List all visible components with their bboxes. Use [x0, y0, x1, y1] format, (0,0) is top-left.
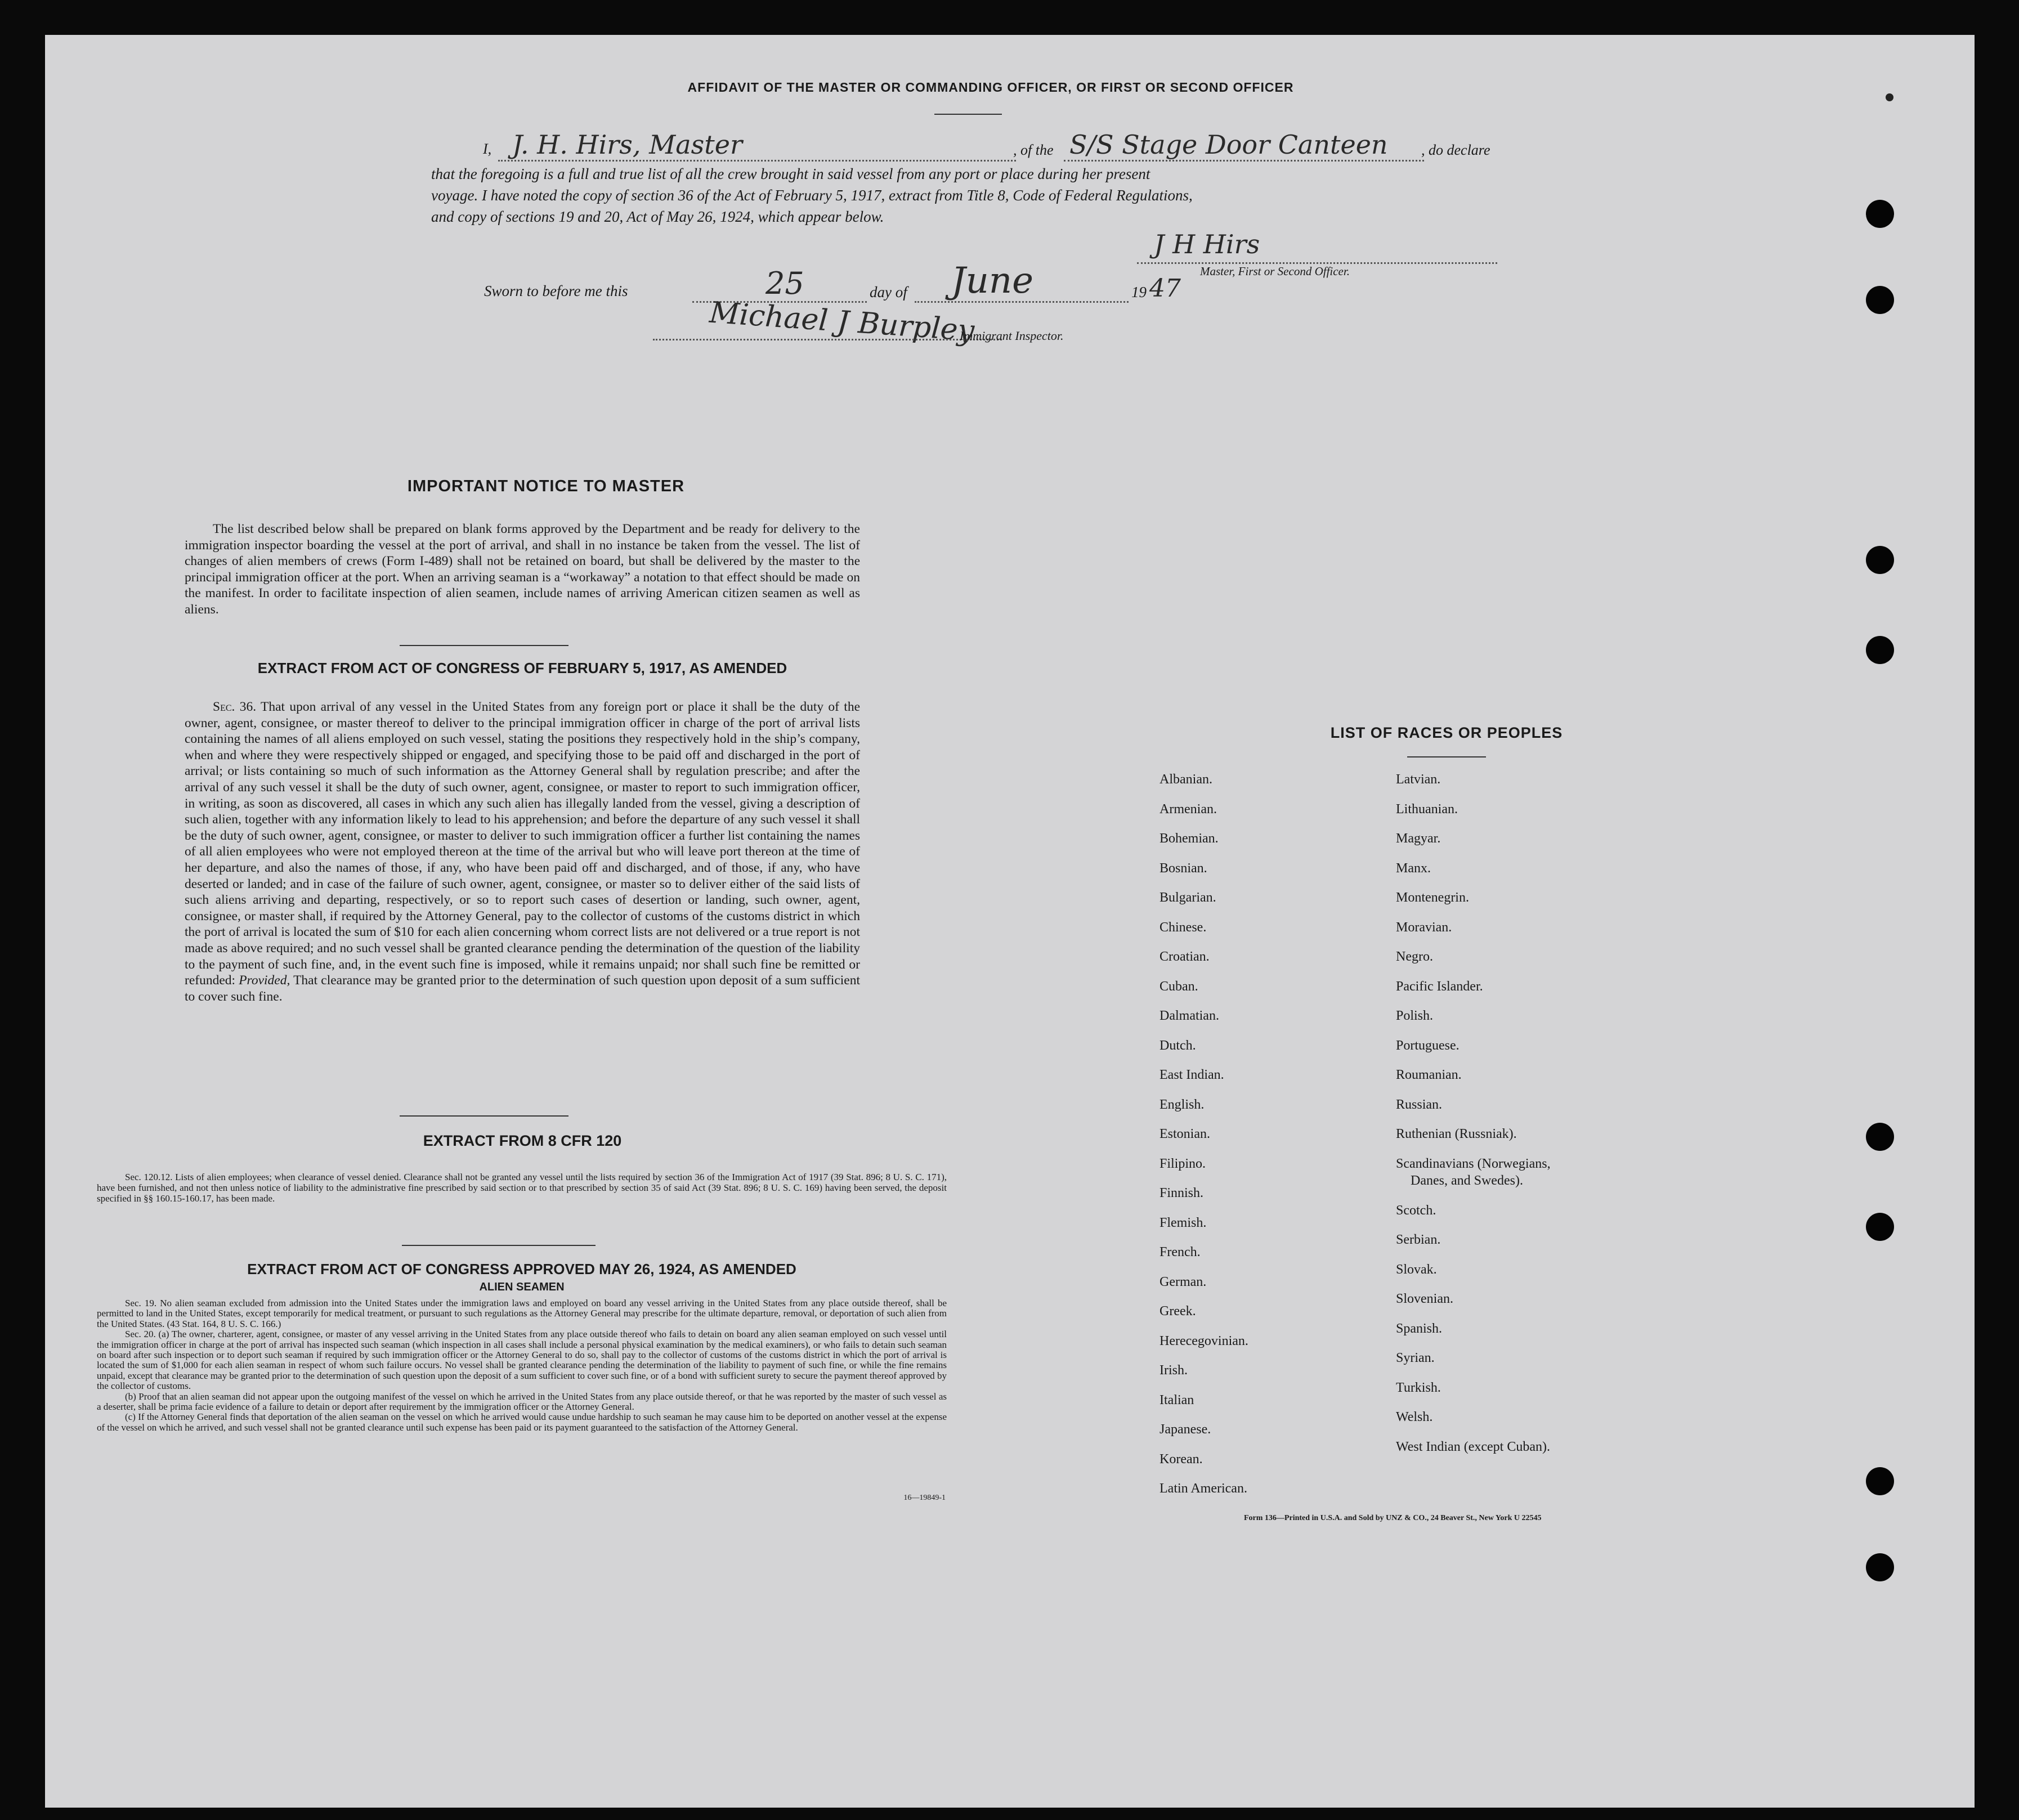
race-item: Latvian. — [1396, 772, 1441, 787]
race-item: West Indian (except Cuban). — [1396, 1439, 1550, 1454]
sworn-day: 25 — [765, 266, 804, 301]
affidavit-do-declare: , do declare — [1421, 142, 1490, 158]
races-title: LIST OF RACES OR PEOPLES — [1330, 724, 1563, 741]
sworn-prefix: Sworn to before me this — [484, 283, 628, 299]
binder-hole — [1866, 1467, 1894, 1495]
race-item: Turkish. — [1396, 1380, 1441, 1395]
race-item: German. — [1160, 1274, 1207, 1289]
cfr-title: EXTRACT FROM 8 CFR 120 — [423, 1132, 622, 1149]
race-item: Bohemian. — [1160, 831, 1219, 846]
race-item: Bosnian. — [1160, 860, 1207, 876]
race-item: Scandinavians (Norwegians, — [1396, 1156, 1551, 1171]
cfr-body: Sec. 120.12. Lists of alien employees; when clearance of vessel denied. Clearance shall not be granted any vessel until the lists required by section 36 of the Immigration Act of 1917 (39 Stat. 896; 8 U. S. C. 171), have been furnished, and not then unless notice of liability to the administrative fine prescribed by said section or to that prescribed by section 35 of said Act (39 Stat. 896; 8 U. S. C. 169) having been served, the deposit specified in §§ 160.15-160.17, has been made. — [97, 1172, 947, 1204]
race-item: Danes, and Swedes). — [1411, 1173, 1523, 1188]
race-item: Cuban. — [1160, 979, 1198, 994]
binder-hole — [1866, 1123, 1894, 1151]
race-item: Portuguese. — [1396, 1038, 1460, 1053]
race-item: Negro. — [1396, 949, 1433, 964]
race-item: East Indian. — [1160, 1068, 1224, 1082]
race-item: Dutch. — [1160, 1038, 1196, 1053]
extract-1924-title: EXTRACT FROM ACT OF CONGRESS APPROVED MAY 26, 1924, AS AMENDED — [247, 1261, 796, 1277]
race-item: Greek. — [1160, 1304, 1196, 1319]
race-item: Croatian. — [1160, 949, 1210, 964]
race-item: Armenian. — [1160, 801, 1217, 817]
master-name-line — [498, 160, 1016, 162]
corner-mark — [1886, 93, 1893, 101]
race-item: Irish. — [1160, 1363, 1188, 1378]
race-item: Moravian. — [1396, 920, 1452, 935]
notice-body: The list described below shall be prepared on blank forms approved by the Department and be ready for delivery to the immigration inspector boarding the vessel at the port of arrival, and shall in no instance be taken from the vessel. The list of changes of alien members of crews (Form I-489) shall not be retained on board, but shall be delivered by the master to the principal immigration officer at the port. When an arriving seaman is a “workaway” a notation to that effect should be made on the manifest. In order to facilitate inspection of alien seamen, include names of arriving American citizen seamen as well as aliens. — [185, 522, 860, 617]
inspector-signature-line — [653, 339, 1002, 340]
affidavit-line-4: and copy of sections 19 and 20, Act of May 26, 1924, which appear below. — [431, 208, 884, 225]
race-item: Serbian. — [1396, 1232, 1441, 1247]
race-item: Estonian. — [1160, 1127, 1210, 1141]
races-rule — [1407, 756, 1486, 757]
race-item: English. — [1160, 1097, 1205, 1112]
binder-hole — [1866, 636, 1894, 664]
binder-hole — [1866, 286, 1894, 314]
extract-1924-subtitle: ALIEN SEAMEN — [479, 1281, 565, 1293]
notice-rule — [400, 645, 568, 646]
race-item: Lithuanian. — [1396, 801, 1458, 817]
race-item: Welsh. — [1396, 1410, 1433, 1424]
race-item: Spanish. — [1396, 1321, 1443, 1336]
race-item: Montenegrin. — [1396, 890, 1469, 905]
day-of: day of — [870, 284, 907, 301]
race-item: Slovak. — [1396, 1262, 1437, 1277]
affidavit-i: I, — [483, 141, 492, 157]
inspector-signature: Michael J Burpley — [708, 295, 975, 348]
notice-title: IMPORTANT NOTICE TO MASTER — [407, 477, 685, 495]
race-item: Russian. — [1396, 1097, 1443, 1112]
race-item: Ruthenian (Russniak). — [1396, 1127, 1517, 1141]
race-item: Magyar. — [1396, 831, 1441, 846]
cfr-rule — [402, 1245, 596, 1246]
extract-1924-body — [97, 1298, 947, 1433]
race-item: Italian — [1160, 1392, 1194, 1407]
binder-hole — [1866, 1553, 1894, 1581]
master-name-handwritten: J. H. Hirs, Master — [512, 129, 742, 160]
race-item: Filipino. — [1160, 1156, 1206, 1171]
vessel-name-handwritten: S/S Stage Door Canteen — [1069, 129, 1388, 160]
race-item: Chinese. — [1160, 920, 1207, 935]
master-signature: J H Hirs — [1154, 229, 1260, 259]
race-item: Finnish. — [1160, 1186, 1204, 1200]
form-page — [45, 35, 1975, 1808]
race-item: Slovenian. — [1396, 1292, 1453, 1306]
race-item: Dalmatian. — [1160, 1008, 1219, 1023]
sec-36-text: That upon arrival of any vessel in the United States from any foreign port or place it shall be the duty of the owner, agent, consignee, or master thereof to deliver to the principal immigration officer in charge of the port of arrival lists containing the names of all aliens employed on such vessel, stating the positions they respectively hold in the ship’s company, when and where they were respectively shipped or engaged, and specifying those to be paid off and discharged in the port of arrival; or lists containing so much of such information as the Attorney General shall by regulation prescribe; and after the arrival of any such vessel it shall be the duty of such owner, agent, consignee, or master to report to such immigration officer, in writing, as soon as discovered, all cases in which any such alien has illegally landed from the vessel, giving a description of such alien, together with any information likely to lead to his apprehension; and before the departure of any such vessel it shall be the duty of such owner, agent, consignee, or master to deliver to such immigration officer a further list containing the names of all alien employees who were not employed thereon at the time of the arrival but who will leave port thereon at the time of her departure, and also the names of those, if any, who have been paid off and discharged, and of those, if any, who have deserted or landed; and in case of the failure of such owner, agent, consignee, or master so to deliver either of the said lists of such aliens arriving and departing, respectively, or so to report such cases of desertion or landing, such owner, agent, consignee, or master shall, if required by the Attorney General, pay to the collector of customs of the customs district in which the port of arrival is located the sum of $10 for each alien concerning whom correct lists are not delivered or a true report is not made as above required; and no such vessel shall be granted clearance pending the determination of the question of the liability to the payment of such fine, and, in the event such fine is imposed, while it remains unpaid; nor shall such fine be remitted or refunded: — [185, 700, 861, 988]
proviso-word: Provided, — [239, 973, 290, 988]
race-item: Scotch. — [1396, 1203, 1436, 1218]
inspector-caption: Immigrant Inspector. — [960, 329, 1064, 343]
form-footer: Form 136—Printed in U.S.A. and Sold by UNZ & CO., 24 Beaver St., New York U 22545 — [1244, 1514, 1542, 1522]
master-caption: Master, First or Second Officer. — [1200, 265, 1350, 278]
affidavit-title: AFFIDAVIT OF THE MASTER OR COMMANDING OFFICER, OR FIRST OR SECOND OFFICER — [687, 80, 1294, 95]
race-item: Herecegovinian. — [1160, 1333, 1248, 1348]
affidavit-line-2: that the foregoing is a full and true list of all the crew brought in said vessel from any port or place during her present — [431, 165, 1150, 182]
binder-hole — [1866, 200, 1894, 228]
sec-20c-text: (c) If the Attorney General finds that deportation of the alien seaman on the vessel on which he arrived would cause undue hardship to such seaman he may cause him to be deported on another vessel at the expense of the vessel on which he arrived, and such vessel shall not be granted clearance until such expense has been paid or its payment guaranteed to the satisfaction of the Attorney General. — [97, 1411, 947, 1433]
race-item: Latin American. — [1160, 1481, 1247, 1496]
race-item: Flemish. — [1160, 1215, 1207, 1230]
extract-1917-rule — [400, 1115, 568, 1117]
sworn-month: June — [951, 260, 1033, 302]
year-suffix: 47 — [1149, 274, 1181, 303]
race-item: Manx. — [1396, 860, 1431, 876]
race-item: Korean. — [1160, 1451, 1203, 1467]
sec-19-text: Sec. 19. No alien seaman excluded from admission into the United States under the immigration laws and employed on board any vessel arriving in the United States from any place outside thereof, shall be permitted to land in the United States, except temporarily for medical treatment, or pursuant to such regulations as the Attorney General may prescribe for the ultimate departure, removal, or deportation of such alien from the United States. (43 Stat. 164, 8 U. S. C. 166.) — [97, 1298, 947, 1329]
affidavit-line-3: voyage. I have noted the copy of section 36 of the Act of February 5, 1917, extract from Title 8, Code of Federal Regulations, — [431, 187, 1193, 204]
binder-hole — [1866, 1213, 1894, 1241]
race-item: Syrian. — [1396, 1351, 1435, 1365]
extract-1917-body — [185, 699, 860, 1005]
sec-20a-text: Sec. 20. (a) The owner, charterer, agent, consignee, or master of any vessel arriving in the United States from any place outside thereof who fails to detain on board any alien seaman employed on such vessel until the immigration officer in charge at the port of arrival has inspected such seaman (which inspection in all cases shall include a personal physical examination by the medical examiners), or who fails to detain such seaman on board after such inspection or to deport such seaman if required by such immigration officer or the Attorney General to do so, shall pay to the collector of customs of the customs district in which the port of arrival is located the sum of $1,000 for each alien seaman in respect of whom such failure occurs. No vessel shall be granted clearance pending the determination of the liability to payment of such fine, or while the fine remains unpaid, except that clearance may be granted prior to the determination of such question upon the deposit of a sum sufficient to cover such fine, or of a bond with sufficient surety to secure the payment thereof approved by the collector of customs. — [97, 1329, 947, 1392]
year-prefix: 19 — [1131, 284, 1147, 301]
race-item: Japanese. — [1160, 1422, 1211, 1437]
vessel-name-line — [1064, 160, 1424, 162]
binder-hole — [1866, 546, 1894, 574]
print-code: 16—19849-1 — [903, 1494, 946, 1502]
race-item: Pacific Islander. — [1396, 979, 1483, 994]
master-signature-line — [1137, 262, 1497, 264]
title-rule — [934, 114, 1002, 115]
race-item: Albanian. — [1160, 772, 1212, 787]
sec-36-label: Sec. 36. — [213, 700, 257, 714]
affidavit-of-the: , of the — [1013, 142, 1054, 158]
race-item: French. — [1160, 1245, 1201, 1259]
sec-20b-text: (b) Proof that an alien seaman did not appear upon the outgoing manifest of the vessel on which he arrived in the United States from any place outside thereof, or that he was reported by the master of such vessel as a deserter, shall be prima facie evidence of a failure to detain or deport after requirement by the immigration officer or the Attorney General. — [97, 1391, 947, 1413]
race-item: Polish. — [1396, 1008, 1434, 1023]
race-item: Roumanian. — [1396, 1068, 1462, 1082]
race-item: Bulgarian. — [1160, 890, 1216, 905]
proviso-text: That clearance may be granted prior to the determination of such question upon deposit of a sum sufficient to cover such fine. — [185, 973, 861, 1004]
extract-1917-title: EXTRACT FROM ACT OF CONGRESS OF FEBRUARY 5, 1917, AS AMENDED — [257, 660, 787, 676]
